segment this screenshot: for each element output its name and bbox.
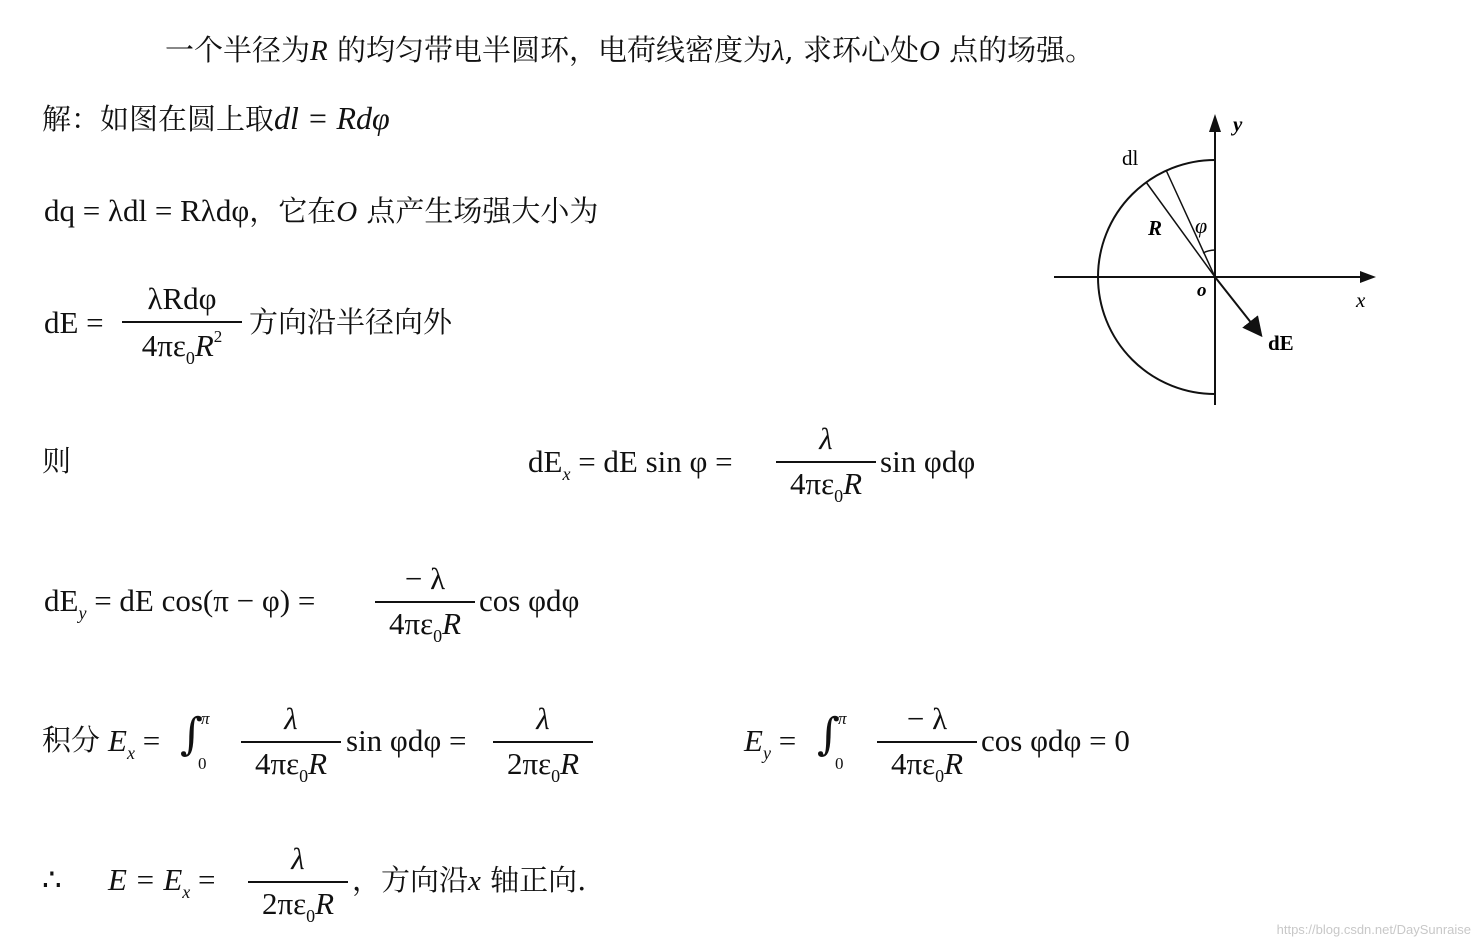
final-numerator: λ <box>291 841 305 876</box>
semicircle-diagram <box>1040 100 1400 420</box>
integral-sign-y: ∫ <box>817 709 840 760</box>
dEx-numerator: λ <box>819 421 833 456</box>
final-fraction <box>248 843 348 925</box>
Ey-tail: cos φdφ = 0 <box>981 723 1130 758</box>
label-y: y <box>1233 112 1243 136</box>
symbol-O-2: O <box>336 196 358 228</box>
dEx-lhs: $dE_x$ = dE sin φ = <box>528 444 733 484</box>
dEy-fraction-bar <box>375 601 475 603</box>
Ex-fraction-bar-2 <box>493 741 593 743</box>
y-axis-arrow-icon <box>1209 114 1221 132</box>
integral-sign-x: ∫ <box>180 709 203 760</box>
statement-part-a: 一个半径为 <box>165 33 311 67</box>
dEy-denominator: $4\pi\varepsilon_0R$ <box>388 605 462 646</box>
line2-text-a: ，它在 <box>249 194 337 228</box>
dEy-fraction <box>375 563 475 645</box>
Ex-denominator-2: $2\pi\varepsilon_0R$ <box>506 745 580 786</box>
integral-upper-y: π <box>838 709 847 728</box>
dl-equation: dl = Rdφ <box>274 100 390 136</box>
Ex-fraction-bar-1 <box>241 741 341 743</box>
dE-fraction-bar <box>122 321 242 323</box>
dq-equation: dq = λdl = Rλdφ <box>44 193 250 228</box>
problem-statement <box>165 33 1095 67</box>
dE-direction-text: 方向沿半径向外 <box>249 305 453 339</box>
dEy-tail: cos φdφ <box>479 583 580 618</box>
dEy-numerator: − λ <box>404 561 446 596</box>
dEx-tail: sin φdφ <box>880 444 976 479</box>
integral-lower-y: 0 <box>835 754 844 773</box>
then-label: 则 <box>42 444 72 478</box>
dEx-fraction <box>776 423 876 505</box>
statement-part-b: 的均匀带电半圆环，电荷线密度为 <box>327 33 772 67</box>
label-o: o <box>1197 280 1207 301</box>
final-direction: ，方向沿x 轴正向. <box>352 863 587 897</box>
line2-text-b: 点产生场强大小为 <box>357 194 599 228</box>
solution-prefix: 解：如图在圆上取 <box>42 102 275 136</box>
label-x: x <box>1356 288 1366 312</box>
Ex-mid: sin φdφ = <box>346 723 467 758</box>
integral-label: 积分 <box>42 723 101 757</box>
dE-denominator: $4\pi\varepsilon_0R^2$ <box>141 326 223 368</box>
statement-part-c: , 求环心处 <box>784 33 919 67</box>
label-R: R <box>1148 216 1163 240</box>
Ex-fraction-2 <box>493 703 593 785</box>
dE-fraction <box>122 283 242 367</box>
integral-upper-x: π <box>201 709 210 728</box>
angle-phi-arc <box>1203 250 1215 253</box>
final-denominator: $2\pi\varepsilon_0R$ <box>261 885 335 926</box>
label-dE: dE <box>1268 331 1294 355</box>
label-phi: φ <box>1195 213 1208 238</box>
label-dl: dl <box>1122 146 1139 170</box>
statement-part-d: 点的场强。 <box>939 33 1095 67</box>
Ey-fraction <box>877 703 977 785</box>
Ex-denominator-1: $4\pi\varepsilon_0R$ <box>254 745 328 786</box>
solution-line-1 <box>42 102 390 134</box>
Ey-fraction-bar <box>877 741 977 743</box>
dE-vector <box>1215 277 1260 334</box>
therefore-symbol: ∴ <box>42 862 62 897</box>
dEy-lhs: $dE_y$ = dE cos(π − φ) = <box>44 583 316 623</box>
Ex-fraction-1 <box>241 703 341 785</box>
dEx-fraction-bar <box>776 461 876 463</box>
solution-line-2 <box>44 195 598 227</box>
x-axis-arrow-icon <box>1360 271 1376 283</box>
symbol-O: O <box>918 35 940 67</box>
final-lhs: $E = E_x$ = <box>108 862 216 902</box>
Ey-lhs: $E_y$ = <box>744 723 797 763</box>
integral-lower-x: 0 <box>198 754 207 773</box>
final-fraction-bar <box>248 881 348 883</box>
Ex-lhs: $E_x$ = <box>108 723 161 763</box>
radius-line-2 <box>1166 170 1215 277</box>
dE-numerator: λRdφ <box>147 281 217 316</box>
symbol-R: R <box>310 35 328 67</box>
dE-lhs: dE = <box>44 305 104 340</box>
Ey-denominator: $4\pi\varepsilon_0R$ <box>890 745 964 786</box>
Ex-numerator-1: λ <box>284 701 298 736</box>
symbol-lambda: λ <box>771 35 785 67</box>
Ey-numerator: − λ <box>906 701 948 736</box>
watermark: https://blog.csdn.net/DaySunraise <box>1276 922 1471 937</box>
dEx-denominator: $4\pi\varepsilon_0R$ <box>789 465 863 506</box>
Ex-numerator-2: λ <box>536 701 550 736</box>
